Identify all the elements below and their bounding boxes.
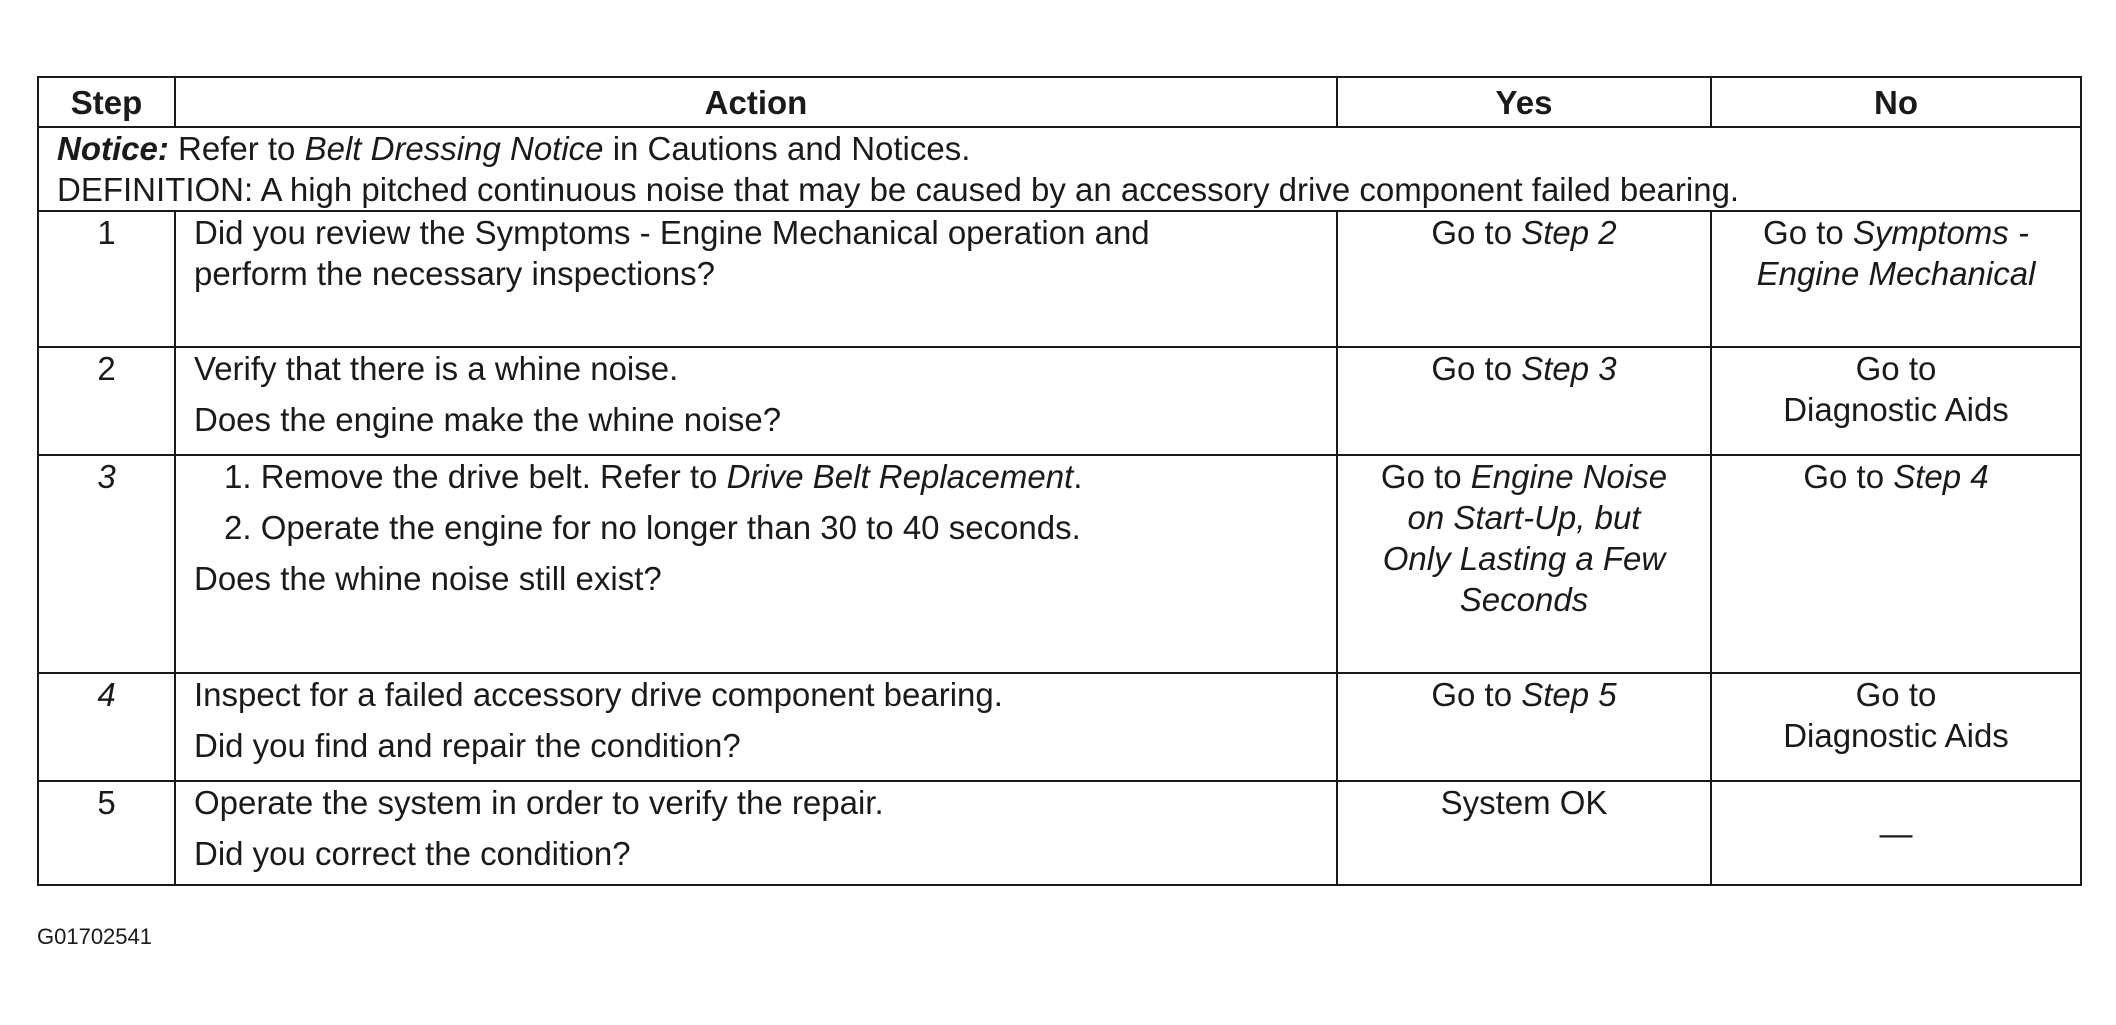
no-cell	[1711, 673, 2081, 781]
yes-text: System OK	[1440, 784, 1608, 821]
no-link[interactable]: Diagnostic Aids	[1783, 717, 2009, 754]
notice-link[interactable]: Belt Dressing Notice	[304, 130, 604, 167]
step-number: 5	[38, 781, 175, 885]
yes-prefix: Go to	[1431, 214, 1522, 251]
definition-text: DEFINITION: A high pitched continuous noise that may be caused by an accessory drive component failed bearing.	[57, 171, 1740, 208]
yes-link[interactable]: Step 3	[1521, 350, 1617, 387]
yes-cell	[1337, 673, 1711, 781]
table-row	[38, 211, 2081, 347]
substep-number: 1.	[224, 458, 252, 495]
yes-prefix: Go to	[1380, 458, 1471, 495]
no-cell	[1711, 455, 2081, 673]
action-text: Does the whine noise still exist?	[194, 560, 662, 597]
yes-cell	[1337, 455, 1711, 673]
header-action: Action	[175, 77, 1337, 127]
action-cell	[175, 347, 1337, 455]
no-cell	[1711, 347, 2081, 455]
yes-link[interactable]: Step 2	[1521, 214, 1617, 251]
action-text: perform the necessary inspections?	[194, 255, 715, 292]
action-text: Does the engine make the whine noise?	[194, 401, 782, 438]
header-yes: Yes	[1337, 77, 1711, 127]
step-number: 3	[38, 455, 175, 673]
action-cell	[175, 455, 1337, 673]
action-cell	[175, 211, 1337, 347]
no-link[interactable]: Step 4	[1893, 458, 1989, 495]
table-row	[38, 347, 2081, 455]
no-cell	[1711, 211, 2081, 347]
yes-prefix: Go to	[1431, 676, 1522, 713]
notice-text-before: Refer to	[168, 130, 305, 167]
action-text: Did you find and repair the condition?	[194, 727, 741, 764]
step-number: 2	[38, 347, 175, 455]
substep-number: 2.	[224, 509, 252, 546]
header-no: No	[1711, 77, 2081, 127]
yes-link[interactable]: Step 5	[1521, 676, 1617, 713]
yes-link[interactable]: Engine Noise	[1470, 458, 1668, 495]
yes-link[interactable]: on Start-Up, but	[1407, 499, 1641, 536]
action-text: Inspect for a failed accessory drive component bearing.	[194, 676, 1003, 713]
notice-text-after: in Cautions and Notices.	[603, 130, 971, 167]
table-row	[38, 781, 2081, 885]
yes-prefix: Go to	[1431, 350, 1522, 387]
yes-link[interactable]: Seconds	[1459, 581, 1589, 618]
action-cell	[175, 673, 1337, 781]
no-link[interactable]: Symptoms -	[1852, 214, 2029, 251]
substep-2	[194, 507, 1318, 548]
diagnostic-table	[37, 76, 2082, 886]
header-step: Step	[38, 77, 175, 127]
no-text: Go to	[1855, 676, 1937, 713]
action-text: Operate the system in order to verify the repair.	[194, 784, 884, 821]
substep-text: Remove the drive belt. Refer to	[251, 458, 727, 495]
notice-row	[38, 127, 2081, 211]
no-cell	[1711, 781, 2081, 885]
no-prefix: Go to	[1803, 458, 1894, 495]
substep-text: Operate the engine for no longer than 30 to 40 seconds.	[251, 509, 1081, 546]
yes-cell	[1337, 781, 1711, 885]
yes-cell	[1337, 347, 1711, 455]
no-link[interactable]: Diagnostic Aids	[1783, 391, 2009, 428]
table-row	[38, 455, 2081, 673]
no-text: Go to	[1855, 350, 1937, 387]
table-row	[38, 673, 2081, 781]
header-row	[38, 77, 2081, 127]
notice-label: Notice:	[57, 130, 169, 167]
yes-link[interactable]: Only Lasting a Few	[1382, 540, 1666, 577]
no-link[interactable]: Engine Mechanical	[1756, 255, 2036, 292]
substep-1	[194, 456, 1318, 497]
notice-cell	[38, 127, 2081, 211]
yes-cell	[1337, 211, 1711, 347]
substep-end: .	[1073, 458, 1083, 495]
step-number: 1	[38, 211, 175, 347]
figure-id: G01702541	[37, 924, 152, 949]
no-prefix: Go to	[1763, 214, 1853, 251]
action-text: Verify that there is a whine noise.	[194, 350, 679, 387]
step-number: 4	[38, 673, 175, 781]
action-text: Did you review the Symptoms - Engine Mechanical operation and	[194, 214, 1150, 251]
action-text: Did you correct the condition?	[194, 835, 631, 872]
no-text: —	[1879, 814, 1913, 852]
action-cell	[175, 781, 1337, 885]
substep-link[interactable]: Drive Belt Replacement	[726, 458, 1074, 495]
